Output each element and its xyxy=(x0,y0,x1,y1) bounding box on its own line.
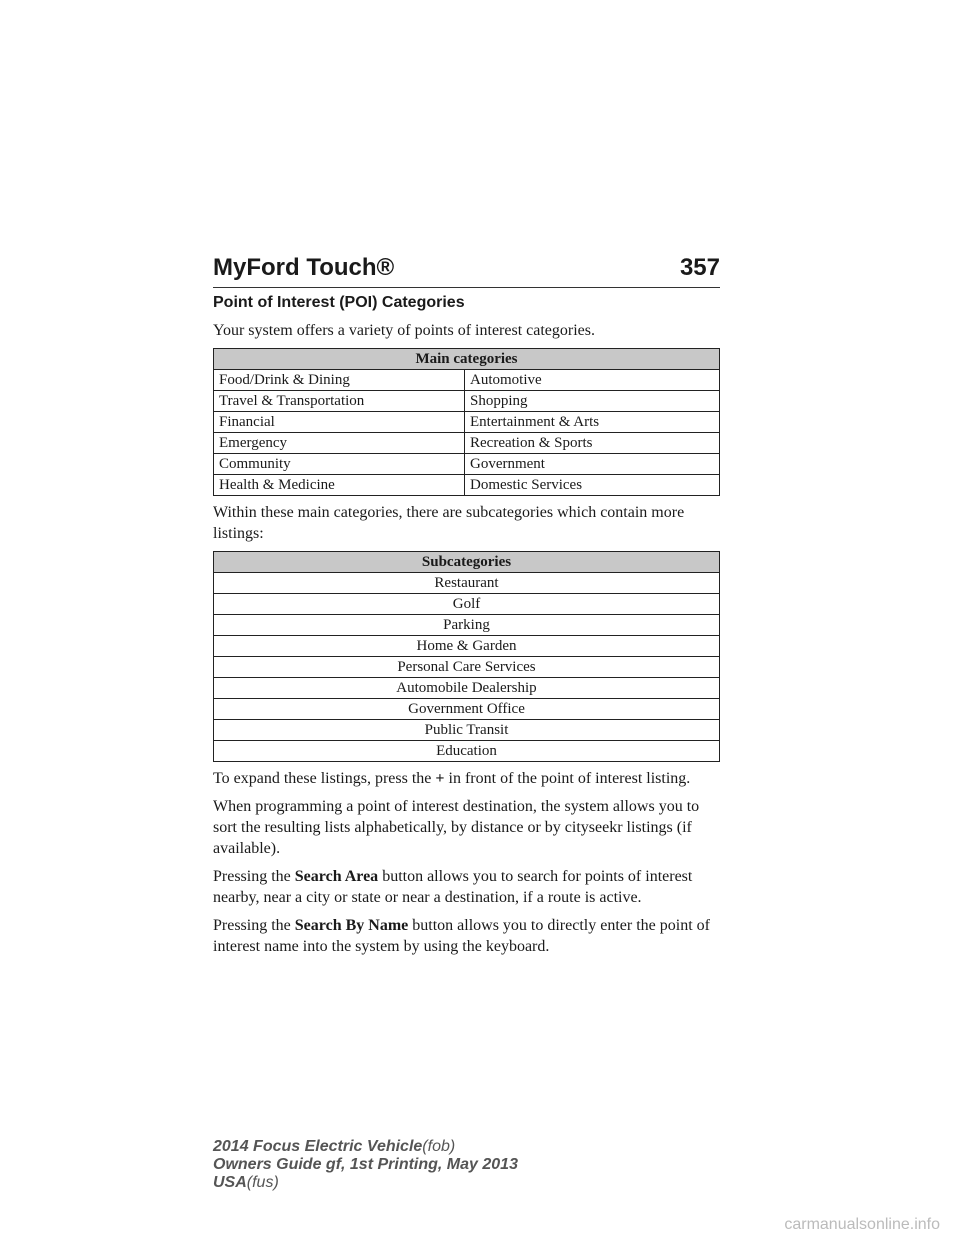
expand-text-pre: To expand these listings, press the xyxy=(213,770,432,787)
footer-printing: Owners Guide gf, 1st Printing, May 2013 xyxy=(213,1156,518,1173)
search-name-text-post: button allows you to directly enter the point of interest name into the system by using the keyboard. xyxy=(213,917,710,955)
footer-vehicle-code: (fob) xyxy=(422,1138,456,1155)
table-cell: Golf xyxy=(214,594,720,615)
page-content xyxy=(213,292,720,964)
table-cell: Financial xyxy=(214,412,465,433)
plus-symbol: + xyxy=(435,770,445,787)
subcategories-table xyxy=(213,551,720,762)
search-area-paragraph xyxy=(213,866,720,908)
table-row xyxy=(214,594,720,615)
sort-paragraph: When programming a point of interest destination, the system allows you to sort the resulting lists alphabetically, by distance or by cityseekr listings (if available). xyxy=(213,798,700,857)
footer-vehicle: 2014 Focus Electric Vehicle xyxy=(213,1138,423,1155)
table-row xyxy=(214,412,720,433)
table-header-row xyxy=(214,552,720,573)
search-area-text-pre: Pressing the xyxy=(213,868,291,885)
table-row xyxy=(214,636,720,657)
table-row xyxy=(214,615,720,636)
table-row xyxy=(214,657,720,678)
table-row xyxy=(214,475,720,496)
search-by-name-paragraph xyxy=(213,915,720,957)
intro-paragraph: Your system offers a variety of points of interest categories. xyxy=(213,322,595,339)
footer-line-3 xyxy=(213,1174,633,1192)
expand-text-post: in front of the point of interest listing. xyxy=(448,770,691,787)
subcategories-intro: Within these main categories, there are subcategories which contain more listings: xyxy=(213,504,685,542)
table-header-row xyxy=(214,349,720,370)
expand-paragraph xyxy=(213,768,720,789)
table-cell: Health & Medicine xyxy=(214,475,465,496)
table-cell: Automotive xyxy=(465,370,720,391)
table-cell: Entertainment & Arts xyxy=(465,412,720,433)
table-cell: Government Office xyxy=(214,699,720,720)
table-row xyxy=(214,391,720,412)
footer-line-2 xyxy=(213,1156,633,1174)
table-cell: Education xyxy=(214,741,720,762)
table-cell: Restaurant xyxy=(214,573,720,594)
table-cell: Parking xyxy=(214,615,720,636)
table-cell: Food/Drink & Dining xyxy=(214,370,465,391)
table-row xyxy=(214,678,720,699)
footer-market: USA xyxy=(213,1174,247,1191)
page-header xyxy=(213,256,720,280)
table-row xyxy=(214,433,720,454)
table-cell: Community xyxy=(214,454,465,475)
search-name-text-pre: Pressing the xyxy=(213,917,291,934)
search-area-term: Search Area xyxy=(294,868,379,885)
table-cell: Government xyxy=(465,454,720,475)
footer-market-code: (fus) xyxy=(246,1174,279,1191)
site-watermark: carmanualsonline.info xyxy=(784,1216,940,1233)
table-cell: Home & Garden xyxy=(214,636,720,657)
table-cell: Domestic Services xyxy=(465,475,720,496)
table-cell: Travel & Transportation xyxy=(214,391,465,412)
table-cell: Automobile Dealership xyxy=(214,678,720,699)
table-cell: Emergency xyxy=(214,433,465,454)
footer-line-1 xyxy=(213,1138,633,1156)
table-cell: Recreation & Sports xyxy=(465,433,720,454)
table-cell: Shopping xyxy=(465,391,720,412)
table-row xyxy=(214,573,720,594)
table-row xyxy=(214,741,720,762)
page-footer xyxy=(213,1138,633,1192)
header-title: MyFord Touch® xyxy=(213,254,395,281)
table-header: Subcategories xyxy=(214,552,720,573)
main-categories-table xyxy=(213,348,720,496)
table-cell: Public Transit xyxy=(214,720,720,741)
page-number: 357 xyxy=(679,254,720,281)
table-row xyxy=(214,699,720,720)
search-area-text-post: button allows you to search for points of interest nearby, near a city or state or near a destination, if a route is active. xyxy=(213,868,693,906)
table-row xyxy=(214,720,720,741)
section-title: Point of Interest (POI) Categories xyxy=(213,294,465,311)
header-divider xyxy=(213,287,720,288)
table-cell: Personal Care Services xyxy=(214,657,720,678)
table-row xyxy=(214,370,720,391)
table-row xyxy=(214,454,720,475)
search-by-name-term: Search By Name xyxy=(294,917,409,934)
table-header: Main categories xyxy=(214,349,720,370)
